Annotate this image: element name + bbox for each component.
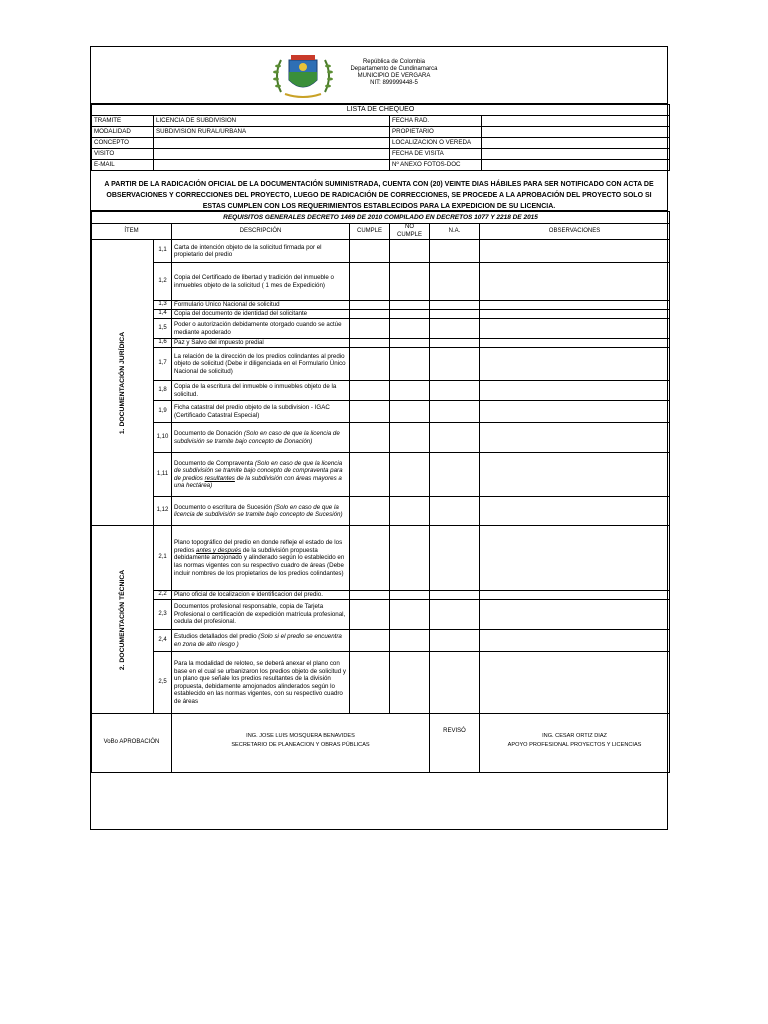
section-tecnica: 2. DOCUMENTACIÓN TÉCNICA <box>92 526 154 714</box>
observaciones-cell[interactable] <box>480 630 670 652</box>
na-cell[interactable] <box>430 263 480 301</box>
info-table <box>91 104 670 171</box>
reviewer-name: ING. CESAR ORTIZ DIAZ <box>542 733 607 740</box>
table-row <box>92 591 670 600</box>
item-description: Formulario Único Nacional de solicitud <box>172 301 350 310</box>
municipality-name: MUNICIPIO DE VERGARA <box>357 73 431 79</box>
cumple-cell[interactable] <box>350 497 390 526</box>
na-cell[interactable] <box>430 591 480 600</box>
no-cumple-cell[interactable] <box>390 652 430 714</box>
info-row <box>92 116 670 127</box>
item-description: Para la modalidad de reloteo, se deberá anexar el plano con base en el cual se urbanizaron los predios objeto de solicitud y un plano que señale los predios resultantes de la división propuesta, debidamente amojonados alinderados según lo establecido en las normas vigentes, con su respectivo cuadro de áreas <box>172 652 350 714</box>
notice-text: A PARTIR DE LA RADICACIÓN OFICIAL DE LA DOCUMENTACIÓN SUMINISTRADA, CUENTA CON (20) VEINTE DIAS HÁBILES PARA SER NOTIFICADO CON ACTA DE OBSERVACIONES Y CORRECCIONES DEL PROYECTO, LUEGO DE RADICACIÓN DE CORRECCIONES, SE PROCEDE A LA APROBACIÓN DEL PROYECTO SOLO SI ESTAS CUMPLEN CON LOS REQUERIMIENTOS ESTABLECIDOS PARA LA EXPEDICION DE SU LICENCIA. <box>91 171 667 211</box>
col-no-cumple: NO CUMPLE <box>390 224 430 240</box>
info-label: Nº ANEXO FOTOS-DOC <box>390 160 482 171</box>
na-cell[interactable] <box>430 423 480 453</box>
table-row <box>92 630 670 652</box>
item-description: Copia de la escritura del inmueble o inmuebles objeto de la solicitud. <box>172 381 350 401</box>
na-cell[interactable] <box>430 453 480 497</box>
na-cell[interactable] <box>430 310 480 319</box>
no-cumple-cell[interactable] <box>390 600 430 630</box>
signature-row <box>92 714 670 773</box>
observaciones-cell[interactable] <box>480 453 670 497</box>
observaciones-cell[interactable] <box>480 240 670 263</box>
info-value[interactable] <box>482 127 670 138</box>
info-value: LICENCIA DE SUBDIVISION <box>154 116 390 127</box>
cumple-cell[interactable] <box>350 319 390 339</box>
na-cell[interactable] <box>430 630 480 652</box>
item-description: Documento o escritura de Sucesión (Solo en caso de que la licencia de subdivisión se tramite bajo concepto de Sucesión) <box>172 497 350 526</box>
item-number: 2,5 <box>154 652 172 714</box>
no-cumple-cell[interactable] <box>390 526 430 591</box>
observaciones-cell[interactable] <box>480 381 670 401</box>
department-name: Departamento de Cundinamarca <box>350 66 438 72</box>
cumple-cell[interactable] <box>350 453 390 497</box>
section-juridica: 1. DOCUMENTACIÓN JURÍDICA <box>92 240 154 526</box>
table-row <box>92 263 670 301</box>
cumple-cell[interactable] <box>350 401 390 423</box>
item-number: 1,7 <box>154 348 172 381</box>
item-description: Plano oficial de localizacion e identificacion del predio. <box>172 591 350 600</box>
approver-role: SECRETARIO DE PLANEACION Y OBRAS PÚBLICAS <box>231 742 370 749</box>
observaciones-cell[interactable] <box>480 652 670 714</box>
na-cell[interactable] <box>430 339 480 348</box>
item-number: 1,9 <box>154 401 172 423</box>
cumple-cell[interactable] <box>350 652 390 714</box>
item-description: Paz y Salvo del impuesto predial <box>172 339 350 348</box>
item-description: Documento de Compraventa (Solo en caso de que la licencia de subdivisión se tramite bajo concepto de compraventa para de predios resultantes de la subdivisión con áreas mayores a una hectárea) <box>172 453 350 497</box>
no-cumple-cell[interactable] <box>390 630 430 652</box>
info-label: E-MAIL <box>92 160 154 171</box>
cumple-cell[interactable] <box>350 310 390 319</box>
info-value[interactable] <box>482 149 670 160</box>
col-description: DESCRIPCIÓN <box>172 224 350 240</box>
item-number: 1,5 <box>154 319 172 339</box>
no-cumple-cell[interactable] <box>390 497 430 526</box>
info-row <box>92 138 670 149</box>
no-cumple-cell[interactable] <box>390 310 430 319</box>
na-cell[interactable] <box>430 301 480 310</box>
observaciones-cell[interactable] <box>480 310 670 319</box>
item-description: Carta de intención objeto de la solicitud firmada por el propietario del predio <box>172 240 350 263</box>
no-cumple-cell[interactable] <box>390 453 430 497</box>
col-cumple: CUMPLE <box>350 224 390 240</box>
bottom-blank-area <box>91 773 667 817</box>
observaciones-cell[interactable] <box>480 600 670 630</box>
info-label: CONCEPTO <box>92 138 154 149</box>
cumple-cell[interactable] <box>350 381 390 401</box>
no-cumple-cell[interactable] <box>390 319 430 339</box>
item-number: 2,4 <box>154 630 172 652</box>
info-label: LOCALIZACION O VEREDA <box>390 138 482 149</box>
nit-number: NIT: 899999448-5 <box>370 80 418 86</box>
table-row <box>92 339 670 348</box>
item-number: 1,10 <box>154 423 172 453</box>
requirements-title: REQUISITOS GENERALES DECRETO 1469 DE 2010 COMPILADO EN DECRETOS 1077 Y 2218 DE 2015 <box>92 212 670 224</box>
table-row <box>92 600 670 630</box>
observaciones-cell[interactable] <box>480 497 670 526</box>
col-observaciones: OBSERVACIONES <box>480 224 670 240</box>
no-cumple-cell[interactable] <box>390 423 430 453</box>
na-cell[interactable] <box>430 240 480 263</box>
item-description: Poder o autorización debidamente otorgado cuando se actúe mediante apoderado <box>172 319 350 339</box>
info-value[interactable] <box>154 149 390 160</box>
observaciones-cell[interactable] <box>480 301 670 310</box>
cumple-cell[interactable] <box>350 630 390 652</box>
item-number: 1,6 <box>154 339 172 348</box>
na-cell[interactable] <box>430 600 480 630</box>
item-number: 1,12 <box>154 497 172 526</box>
item-description: La relación de la dirección de los predios colindantes al predio objeto de solicitud (Debe ir diligenciada en el Formulario Único Nacional de solicitud) <box>172 348 350 381</box>
cumple-cell[interactable] <box>350 339 390 348</box>
observaciones-cell[interactable] <box>480 319 670 339</box>
col-na: N.A. <box>430 224 480 240</box>
municipal-coat-of-arms-icon <box>271 52 335 98</box>
item-number: 1,1 <box>154 240 172 263</box>
requirements-table <box>91 211 670 773</box>
na-cell[interactable] <box>430 401 480 423</box>
na-cell[interactable] <box>430 652 480 714</box>
info-value: SUBDIVISION RURAL/URBANA <box>154 127 390 138</box>
table-row <box>92 401 670 423</box>
item-description: Documento de Donación (Solo en caso de que la licencia de subdivisión se tramite bajo concepto de Donación) <box>172 423 350 453</box>
info-row <box>92 127 670 138</box>
cumple-cell[interactable] <box>350 348 390 381</box>
item-description: Copia del Certificado de libertad y tradición del inmueble o inmuebles objeto de la solicitud ( 1 mes de Expedición) <box>172 263 350 301</box>
info-value[interactable] <box>154 160 390 171</box>
observaciones-cell[interactable] <box>480 591 670 600</box>
table-row <box>92 348 670 381</box>
item-number: 2,3 <box>154 600 172 630</box>
col-item: ÍTEM <box>92 224 172 240</box>
table-row <box>92 319 670 339</box>
info-label: MODALIDAD <box>92 127 154 138</box>
item-description: Ficha catastral del predio objeto de la subdivision - IGAC (Certificado Catastral Especial) <box>172 401 350 423</box>
no-cumple-cell[interactable] <box>390 301 430 310</box>
item-number: 2,1 <box>154 526 172 591</box>
table-row <box>92 310 670 319</box>
info-label: FECHA RAD. <box>390 116 482 127</box>
header-text <box>339 59 449 87</box>
item-number: 2,2 <box>154 591 172 600</box>
reviewer-role: APOYO PROFESIONAL PROYECTOS Y LICENCIAS <box>507 742 642 749</box>
item-number: 1,4 <box>154 310 172 319</box>
no-cumple-cell[interactable] <box>390 401 430 423</box>
table-row <box>92 423 670 453</box>
table-row <box>92 453 670 497</box>
table-row <box>92 301 670 310</box>
na-cell[interactable] <box>430 319 480 339</box>
no-cumple-cell[interactable] <box>390 591 430 600</box>
reviewer-signature <box>480 714 670 773</box>
info-label: FECHA DE VISITA <box>390 149 482 160</box>
na-cell[interactable] <box>430 497 480 526</box>
observaciones-cell[interactable] <box>480 339 670 348</box>
cumple-cell[interactable] <box>350 600 390 630</box>
republic-name: República de Colombia <box>362 59 426 65</box>
reviewed-label: REVISÓ <box>430 714 480 773</box>
approver-signature <box>172 714 430 773</box>
observaciones-cell[interactable] <box>480 423 670 453</box>
info-label: TRAMITE <box>92 116 154 127</box>
info-label: PROPIETARIO <box>390 127 482 138</box>
item-number: 1,8 <box>154 381 172 401</box>
info-row <box>92 149 670 160</box>
na-cell[interactable] <box>430 348 480 381</box>
item-number: 1,3 <box>154 301 172 310</box>
item-description: Copia del documento de identidad del solicitante <box>172 310 350 319</box>
table-row <box>92 526 670 591</box>
form-header <box>91 47 667 104</box>
item-number: 1,2 <box>154 263 172 301</box>
no-cumple-cell[interactable] <box>390 240 430 263</box>
no-cumple-cell[interactable] <box>390 381 430 401</box>
info-row <box>92 160 670 171</box>
table-row <box>92 497 670 526</box>
info-value[interactable] <box>154 138 390 149</box>
page-title: LISTA DE CHEQUEO <box>92 105 670 116</box>
na-cell[interactable] <box>430 381 480 401</box>
observaciones-cell[interactable] <box>480 263 670 301</box>
info-value[interactable] <box>482 116 670 127</box>
item-description: Plano topográfico del predio en donde refleje el estado de los predios antes y después de la subdivisión propuesta debidamente amojonado y alinderado según lo establecido en las normas vigentes con su respectivo cuadro de áreas (Debe incluir nombres de los propietarios de los predios colindantes) <box>172 526 350 591</box>
table-row <box>92 240 670 263</box>
cumple-cell[interactable] <box>350 591 390 600</box>
no-cumple-cell[interactable] <box>390 339 430 348</box>
item-description: Estudios detallados del predio (Solo si el predio se encuentra en zona de alto riesgo ) <box>172 630 350 652</box>
info-value[interactable] <box>482 138 670 149</box>
no-cumple-cell[interactable] <box>390 348 430 381</box>
observaciones-cell[interactable] <box>480 526 670 591</box>
no-cumple-cell[interactable] <box>390 263 430 301</box>
na-cell[interactable] <box>430 526 480 591</box>
cumple-cell[interactable] <box>350 263 390 301</box>
checklist-form <box>90 46 668 830</box>
cumple-cell[interactable] <box>350 526 390 591</box>
cumple-cell[interactable] <box>350 240 390 263</box>
table-row <box>92 652 670 714</box>
observaciones-cell[interactable] <box>480 348 670 381</box>
cumple-cell[interactable] <box>350 301 390 310</box>
approval-label: VoBo APROBACIÓN <box>92 714 172 773</box>
item-description: Documentos profesional responsable, copia de Tarjeta Profesional o certificación de expedición matrícula profesional, cedula del profesional. <box>172 600 350 630</box>
item-number: 1,11 <box>154 453 172 497</box>
observaciones-cell[interactable] <box>480 401 670 423</box>
approver-name: ING. JOSE LUIS MOSQUERA BENAVIDES <box>246 733 355 740</box>
info-value[interactable] <box>482 160 670 171</box>
info-label: VISITO <box>92 149 154 160</box>
cumple-cell[interactable] <box>350 423 390 453</box>
table-row <box>92 381 670 401</box>
column-headers <box>92 224 670 240</box>
